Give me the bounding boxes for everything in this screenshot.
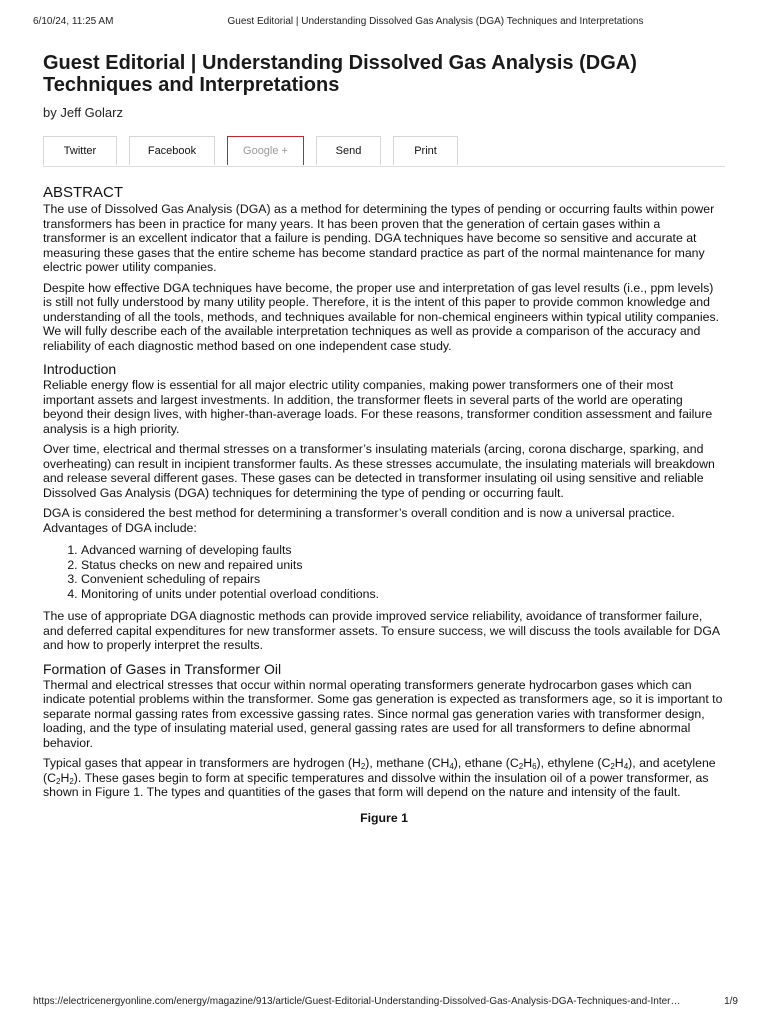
print-page-title: Guest Editorial | Understanding Dissolved Gas Analysis (DGA) Techniques and Interpretations	[227, 16, 644, 27]
list-item: 1. Advanced warning of developing faults	[81, 543, 725, 558]
list-item: 3. Convenient scheduling of repairs	[81, 572, 725, 587]
abstract-heading: ABSTRACT	[43, 184, 124, 201]
twitter-share-button[interactable]: Twitter	[43, 136, 117, 165]
print-button[interactable]: Print	[393, 136, 458, 165]
figure-caption: Figure 1	[360, 810, 408, 825]
share-bar	[43, 136, 725, 167]
introduction-paragraph-4: The use of appropriate DGA diagnostic methods can provide improved service reliability, avoidance of transformer failure, and deferred capital expenditures for new transformer assets. To ensure success, we will discuss the tools available for DGA and how to properly interpret the results.	[43, 609, 720, 652]
facebook-share-button[interactable]: Facebook	[129, 136, 215, 165]
introduction-paragraph-2: Over time, electrical and thermal stresses on a transformer’s insulating materials (arcing, corona discharge, sparking, and overheating) can result in incipient transformer faults. As these stresses accumulate, the insulating materials will breakdown and release several different gases. These gases can be detected in transformer insulating oil using sensitive and reliable Dissolved Gas Analysis (DGA) techniques for determining the type of pending or occurring fault.	[43, 442, 715, 500]
formation-heading: Formation of Gases in Transformer Oil	[43, 660, 282, 677]
formation-paragraph-1: Thermal and electrical stresses that occur within normal operating transformers generate hydrocarbon gases which can indicate potential problems within the transformer. Some gas generation is expected as transformers age, so it is important to separate normal gassing rates from excessive gassing rates. Since normal gas generation varies with transformer design, loading, and the type of insulating material used, general gassing rates are used for all transformers to define abnormal behavior.	[43, 677, 723, 750]
send-button[interactable]: Send	[316, 136, 381, 165]
page-number: 1/9	[724, 996, 738, 1007]
print-footer	[33, 996, 738, 1010]
list-item: 2. Status checks on new and repaired units	[81, 558, 725, 573]
advantages-list	[43, 543, 725, 601]
list-item: 4. Monitoring of units under potential overload conditions.	[81, 587, 725, 602]
introduction-paragraph-1: Reliable energy flow is essential for all major electric utility companies, making power transformers one of their most important assets and largest investments. In addition, the transformer fleets in several parts of the world are operating beyond their design lives, with higher-than-average loads. For these reasons, transformer condition assessment and failure analysis is a high priority.	[43, 378, 713, 436]
byline: by Jeff Golarz	[43, 105, 123, 120]
page-url: https://electricenergyonline.com/energy/magazine/913/article/Guest-Editorial-Understanding-Dissolved-Gas-Analysis-DGA-Techniques-and-Inter…	[33, 996, 681, 1007]
introduction-heading: Introduction	[43, 361, 117, 377]
article-title: Guest Editorial | Understanding Dissolved Gas Analysis (DGA) Techniques and Interpretations	[43, 52, 637, 96]
article	[43, 52, 725, 825]
introduction-paragraph-3: DGA is considered the best method for determining a transformer’s overall condition and is now a universal practice. Advantages of DGA include:	[43, 506, 675, 535]
abstract-paragraph-1: The use of Dissolved Gas Analysis (DGA) as a method for determining the types of pending or occurring faults within power transformers has been in practice for many years. It has been proven that the generation of certain gases within a transformer is an excellent indicator that a failure is pending. DGA techniques have become so sensitive and accurate at measuring these gases that the entire scheme has become standard practice as part of the normal maintenance for many electric power utility companies.	[43, 202, 715, 274]
google-plus-share-button[interactable]: Google +	[227, 136, 304, 165]
formation-paragraph-2: Typical gases that appear in transformers are hydrogen $(H_2)$, methane $(CH_4)$, ethane $(C_2H_6)$, ethylene $(C_2H_4)$, and acetylene $(C_2H_2)$. These gases begin to form at specific temperatures and dissolve within the insulation oil of a power transformer, as shown in Figure 1. The types and quantities of the gases that form will depend on the nature and intensity of the fault.	[43, 756, 716, 799]
print-header	[33, 16, 748, 30]
print-date: 6/10/24, 11:25 AM	[33, 16, 114, 27]
abstract-paragraph-2: Despite how effective DGA techniques have become, the proper use and interpretation of gas level results (i.e., ppm levels) is still not fully understood by many utility people. Therefore, it is the intent of this paper to provide common knowledge and understanding of all the tools, methods, and techniques available for non-chemical engineers within typical utility companies. We will fully describe each of the available interpretation techniques as well as provide a comparison of the accuracy and reliability of each diagnostic method based on one independent case study.	[43, 280, 720, 353]
